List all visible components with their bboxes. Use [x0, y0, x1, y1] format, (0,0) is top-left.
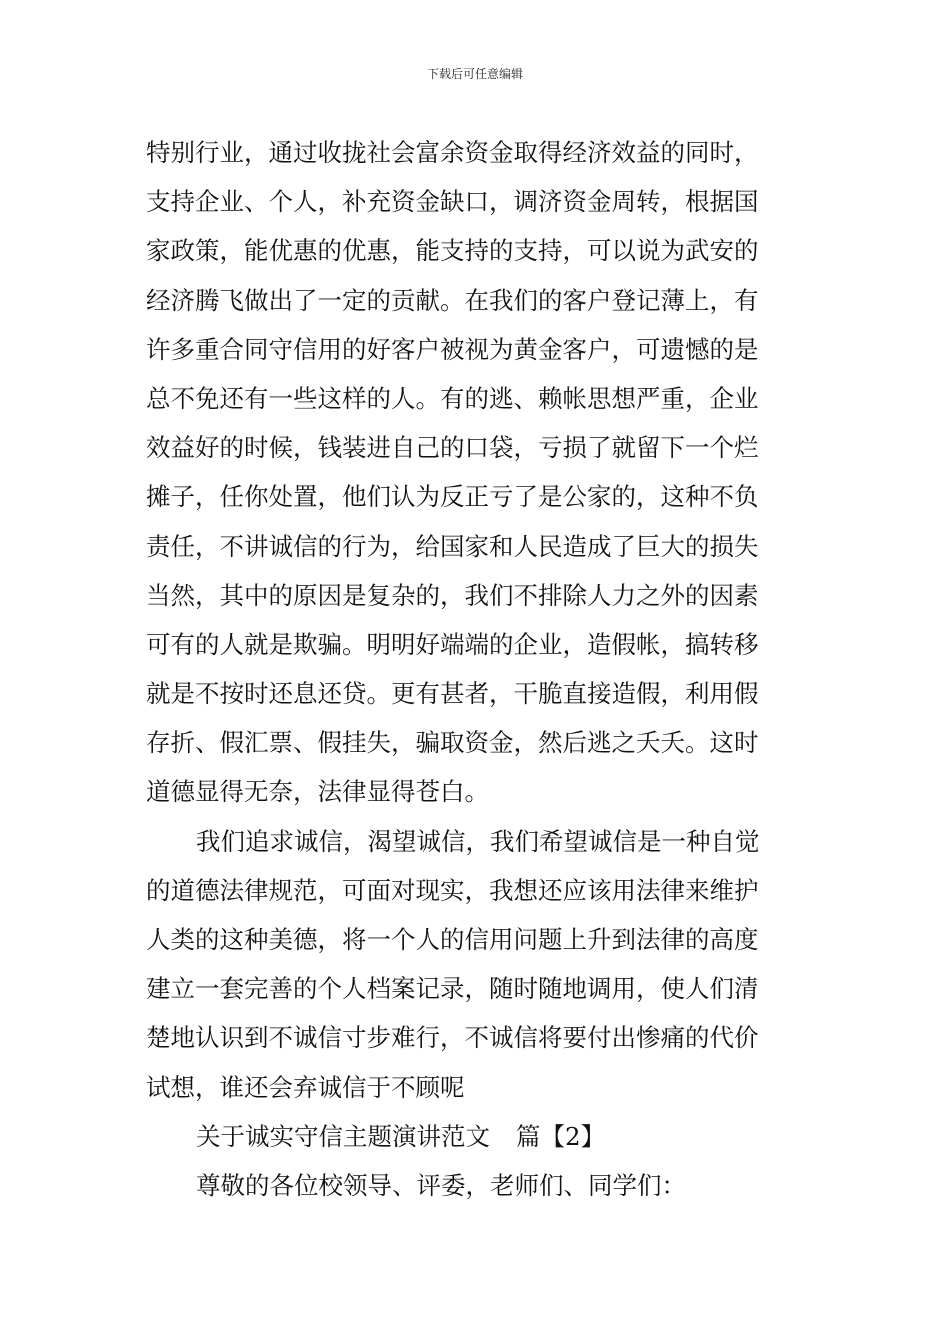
text-line: 经济腾飞做出了一定的贡献。在我们的客户登记薄上，有	[146, 285, 759, 315]
section-number: 篇【2】	[516, 1121, 606, 1151]
page-header: 下载后可任意编辑	[426, 67, 523, 81]
greeting-line: 尊敬的各位校领导、评委，老师们、同学们：	[196, 1170, 686, 1200]
paragraphs-container	[146, 128, 816, 1112]
text-line: 楚地认识到不诚信寸步难行，不诚信将要付出惨痛的代价	[146, 1023, 759, 1053]
text-line: 的道德法律规范，可面对现实，我想还应该用法律来维护	[146, 875, 759, 905]
text-line: 道德显得无奈，法律显得苍白。	[146, 777, 489, 807]
text-line: 就是不按时还息还贷。更有甚者，干脆直接造假，利用假	[146, 679, 759, 709]
text-line: 建立一套完善的个人档案记录，随时随地调用，使人们清	[146, 974, 759, 1004]
section-title	[146, 1112, 816, 1161]
text-line: 存折、假汇票、假挂失，骗取资金，然后逃之夭夭。这时	[146, 728, 759, 758]
document-body	[146, 128, 816, 1210]
text-line: 效益好的时候，钱装进自己的口袋，亏损了就留下一个烂	[146, 433, 759, 463]
text-line: 家政策，能优惠的优惠，能支持的支持，可以说为武安的	[146, 236, 759, 266]
paragraph	[146, 128, 816, 817]
text-line: 当然，其中的原因是复杂的，我们不排除人力之外的因素	[146, 580, 759, 610]
text-line: 责任，不讲诚信的行为，给国家和人民造成了巨大的损失	[146, 531, 759, 561]
section-title-text: 关于诚实守信主题演讲范文	[196, 1121, 490, 1151]
text-line: 特别行业，通过收拢社会富余资金取得经济效益的同时，	[146, 138, 759, 167]
text-line: 支持企业、个人，补充资金缺口，调济资金周转，根据国	[146, 187, 759, 217]
text-line: 摊子，任你处置，他们认为反正亏了是公家的，这种不负	[146, 482, 759, 512]
text-line: 人类的这种美德，将一个人的信用问题上升到法律的高度	[146, 925, 759, 954]
paragraph	[146, 817, 816, 1112]
text-line: 我们追求诚信，渴望诚信，我们希望诚信是一种自觉	[196, 826, 760, 856]
text-line: 许多重合同守信用的好客户被视为黄金客户，可遗憾的是	[146, 334, 759, 364]
text-line: 总不免还有一些这样的人。有的逃、赖帐思想严重，企业	[146, 383, 759, 413]
text-line: 试想，谁还会弃诚信于不顾呢	[146, 1072, 465, 1102]
text-line: 可有的人就是欺骗。明明好端端的企业，造假帐，搞转移	[146, 629, 759, 659]
